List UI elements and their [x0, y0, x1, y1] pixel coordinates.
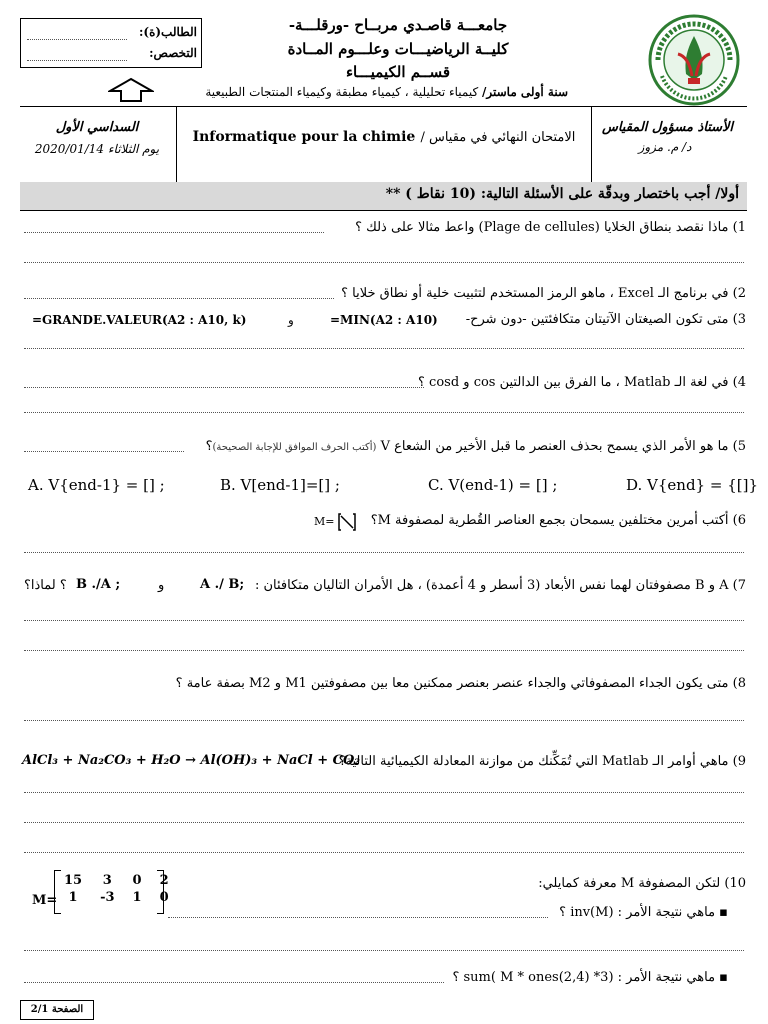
- university-name: جامعـــة قاصـدي مربــاح -ورقلـــة-: [288, 16, 508, 34]
- faculty-name: كليــة الرياضيـــات وعلـــوم المــادة: [287, 40, 509, 58]
- page-number: الصفحة 2/1: [20, 1000, 94, 1020]
- exam-date: يوم الثلاثاء 2020/01/14: [34, 142, 160, 156]
- matrix-cell: 2: [159, 873, 169, 888]
- question-4: 4) في لغة الـ Matlab ، ما الفرق بين الدالتين cos و cosd ؟: [418, 375, 746, 390]
- question-8: 8) متى يكون الجداء المصفوفاتي والجداء عنصر بعنصر ممكنين معا بين مصفوفتين M1 و M2 بصفة عامة ؟: [175, 676, 746, 691]
- department-name: قســم الكيميـــاء: [345, 63, 451, 81]
- question-10-b: ▪ ماهي نتيجة الأمر : sum( M * ones(2,4) *3) ؟: [452, 970, 728, 985]
- answer-line[interactable]: [24, 720, 744, 721]
- answer-line[interactable]: [24, 822, 744, 823]
- answer-line[interactable]: [24, 852, 744, 853]
- question-10: 10) لتكن المصفوفة M معرفة كمايلي:: [538, 876, 746, 891]
- answer-line[interactable]: [24, 387, 424, 388]
- exam-title-fr: Informatique pour la chimie: [192, 129, 416, 145]
- university-logo: [648, 14, 740, 106]
- question-6: 6) أكتب أمرين مختلفين يسمحان بجمع العناصر القُطرية لمصفوفة M؟: [370, 513, 746, 528]
- specialty-label: التخصص:: [149, 46, 197, 60]
- q9-chemical-equation: AlCl₃ + Na₂CO₃ + H₂O → Al(OH)₃ + NaCl + CO₂: [22, 753, 360, 768]
- q7-and: و: [158, 578, 165, 593]
- matrix-cell: 0: [132, 873, 142, 888]
- question-7: 7) A و B مصفوفتان لهما نفس الأبعاد (3 أسطر و 4 أعمدة) ، هل الأمران التاليان متكافئان :: [254, 578, 746, 593]
- up-arrow-icon: [108, 77, 154, 103]
- semester: السداسي الأول: [55, 120, 139, 135]
- question-1: 1) ماذا نقصد بنطاق الخلايا (Plage de cellules) واعط مثالا على ذلك ؟: [355, 220, 746, 235]
- q6-matrix-symbol: [314, 512, 356, 532]
- answer-line[interactable]: [24, 982, 444, 983]
- q7-cmd1: A ./ B;: [200, 577, 245, 592]
- q3-and: و: [288, 313, 294, 327]
- answer-line[interactable]: [24, 451, 184, 452]
- exam-title: [180, 126, 588, 145]
- matrix-table: [55, 872, 178, 906]
- student-info-box: [20, 18, 202, 68]
- question-9: 9) ماهي أوامر الـ Matlab التي تُمَكِّنك من موازنة المعادلة الكيميائية التالية؟: [338, 754, 746, 769]
- question-3: 3) متى تكون الصيغتان الآتيتان متكافئتين -دون شرح-: [465, 312, 746, 327]
- student-name-line[interactable]: [27, 39, 127, 40]
- matrix-cell: 1: [68, 890, 78, 905]
- matrix-cell: 3: [102, 873, 112, 888]
- option-a[interactable]: A. V{end-1} = [] ;: [28, 476, 165, 494]
- q6-symbol-label: M=: [314, 515, 335, 528]
- option-d[interactable]: D. V{end} = {[]}: [626, 476, 758, 494]
- matrix-label: M=: [32, 893, 58, 908]
- teacher-name: د/ م. مزوز: [638, 140, 692, 154]
- teacher-label: الأستاذ مسؤول المقياس: [601, 120, 734, 135]
- answer-line[interactable]: [24, 792, 744, 793]
- q7-why: ؟ لماذا؟: [24, 578, 67, 593]
- answer-line[interactable]: [24, 298, 334, 299]
- q7-cmd2: B ./A ;: [76, 577, 121, 592]
- q3-formula-min: =MIN(A2 : A10): [330, 313, 438, 327]
- specialty-line[interactable]: [27, 60, 127, 61]
- answer-line[interactable]: [168, 917, 548, 918]
- student-label: الطالب(ة):: [138, 25, 197, 39]
- diagonal-matrix-icon: [338, 512, 356, 532]
- university-seal-icon: [648, 14, 740, 106]
- question-5: 5) ما هو الأمر الذي يسمح بحذف العنصر ما قبل الأخير من الشعاع V (أكتب الحرف الموافق للإجابة الصحيحة)؟: [205, 439, 746, 454]
- answer-line[interactable]: [24, 262, 744, 263]
- matrix-cell: 1: [132, 890, 142, 905]
- section-header: [20, 182, 747, 211]
- q3-formula-grande-valeur: =GRANDE.VALEUR(A2 : A10, k): [32, 313, 247, 327]
- matrix-m: [54, 870, 169, 914]
- answer-line[interactable]: [24, 232, 324, 233]
- question-2: 2) في برنامج الـ Excel ، ماهو الرمز المستخدم لتثبيت خلية أو نطاق خلايا ؟: [341, 286, 746, 301]
- question-5-text: 5) ما هو الأمر الذي يسمح بحذف العنصر ما قبل الأخير من الشعاع V: [380, 439, 746, 454]
- answer-line[interactable]: [24, 650, 744, 651]
- answer-line[interactable]: [24, 412, 744, 413]
- matrix-cell: -3: [100, 890, 115, 905]
- option-b[interactable]: B. V[end-1]=[] ;: [220, 476, 340, 494]
- answer-line[interactable]: [24, 950, 744, 951]
- question-5-hint: (أكتب الحرف الموافق للإجابة الصحيحة): [212, 442, 377, 453]
- option-c[interactable]: C. V(end-1) = [] ;: [428, 476, 558, 494]
- program-label: سنة أولى ماستر/: [481, 85, 568, 99]
- answer-line[interactable]: [24, 552, 744, 553]
- matrix-cell: 15: [64, 873, 83, 888]
- exam-title-ar: الامتحان النهائي في مقياس /: [420, 130, 576, 145]
- question-10-a: ▪ ماهي نتيجة الأمر : inv(M) ؟: [559, 905, 728, 920]
- program-specialties: كيمياء تحليلية ، كيمياء مطبقة وكيمياء المنتجات الطبيعية: [205, 85, 482, 99]
- matrix-cell: 0: [159, 890, 169, 905]
- answer-line[interactable]: [24, 620, 744, 621]
- program-line: [205, 85, 568, 99]
- answer-line[interactable]: [24, 348, 744, 349]
- section-title: أولا/ أجب باختصار وبدقّة على الأسئلة التالية: (10 نقاط ) **: [385, 186, 739, 202]
